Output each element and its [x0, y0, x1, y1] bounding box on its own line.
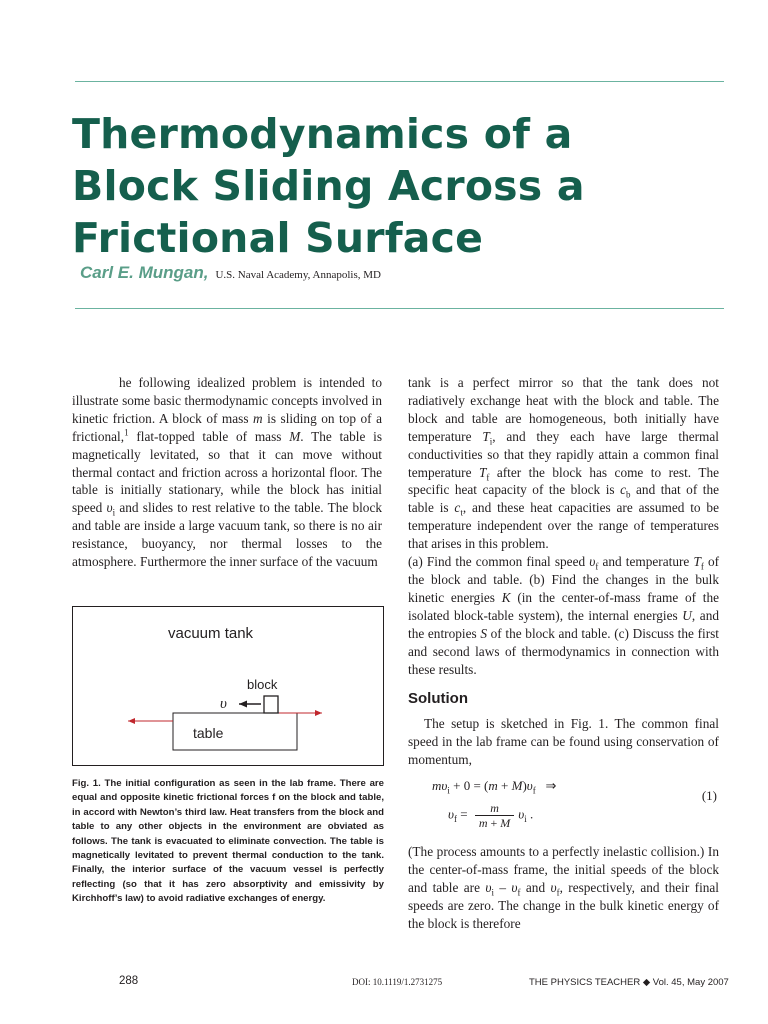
- table-label: table: [193, 725, 224, 741]
- figure-1: [72, 606, 384, 766]
- author-affiliation: U.S. Naval Academy, Annapolis, MD: [215, 269, 381, 281]
- title-line: Thermodynamics of a: [72, 110, 573, 158]
- problem-statement: (a) Find the common final speed $\upsilon_f$ and temperature $T_f$ of the block and table. (b) Find the changes in the bulk kinetic energies K (in the center-of-mass frame of the isolated block-table system), the internal energies U, and the entropies S of the block and table. (c) Discuss the first and second laws of thermodynamics in connection with these results.: [408, 554, 720, 677]
- equation-1: $m\upsilon_i + 0 = (m + M)\upsilon_f$ ⇒ $\upsilon_f$ = $\frac{m}{m + M}$ $\upsilon_i$ . (1): [432, 778, 717, 831]
- body-paragraph: he following idealized problem is intended to illustrate some basic thermodynamic concepts involved in kinetic friction. A block of mass m is sliding on top of a frictional,$^1$ flat-topped table of mass M. The table is magnetically levitated, so that it can move without thermal contact and friction across a horizontal floor. The table is initially stationary, while the block has initial speed $\upsilon_i$ and slides to rest relative to the table. The block and table are inside a large vacuum tank, so there is no air resistance, buoyancy, nor thermal losses to the atmosphere. Furthermore the inner surface of the vacuum: [72, 375, 383, 570]
- block-label: block: [247, 677, 278, 692]
- table-shape: [173, 713, 297, 750]
- velocity-label: υ: [220, 696, 227, 712]
- section-heading: Solution: [408, 690, 468, 708]
- journal-footer: THE PHYSICS TEACHER ◆ Vol. 45, May 2007: [529, 977, 729, 988]
- body-paragraph: tank is a perfect mirror so that the tank does not radiatively exchange heat with the block and table. The block and table are homogeneous, both initially have temperature $T_i$, and they each have large thermal conductivities so that they rapidly attain a common final temperature $T_f$ after the block has come to rest. The specific heat capacity of the block is $c_b$ and that of the table is $c_t$, and these heat capacities are assumed to be temperature independent over the range of temperatures that arises in this problem.: [408, 375, 720, 552]
- title-line: Block Sliding Across a: [72, 162, 585, 210]
- body-column-left: [72, 374, 382, 571]
- byline: [80, 263, 381, 283]
- top-rule: [75, 81, 724, 82]
- reference-marker: 1: [124, 427, 129, 438]
- equation-number: (1): [701, 788, 717, 804]
- author-name: Carl E. Mungan,: [80, 263, 209, 282]
- header-rule: [75, 308, 724, 309]
- article-title: [72, 108, 712, 264]
- block-shape: [264, 696, 278, 713]
- page-number: 288: [119, 975, 139, 987]
- vacuum-tank-label: vacuum tank: [168, 625, 254, 642]
- body-paragraph: The setup is sketched in Fig. 1. The common final speed in the lab frame can be found using conservation of momentum,: [408, 716, 719, 768]
- doi-text: DOI: 10.1119/1.2731275: [352, 977, 443, 987]
- title-line: Frictional Surface: [72, 214, 484, 262]
- figure-caption: Fig. 1. The initial configuration as seen in the lab frame. There are equal and opposite kinetic frictional forces f on the block and table, in accord with Newton’s third law. Heat transfers from the block and table to any other objects in the environment are obviated as follows. The tank is evacuated to eliminate convection. The table is magnetically levitated to prevent thermal conduction to the tank. Finally, the interior surface of the vacuum vessel is perfectly reflecting (so that it has zero absorptivity and emissivity by Kirchhoff’s law) to avoid radiative exchanges of energy.: [72, 778, 384, 905]
- body-paragraph: (The process amounts to a perfectly inelastic collision.) In the center-of-mass frame, the initial speeds of the block and table are $\upsilon_i - \upsilon_f$ and $\upsilon_f$, respectively, and their final speeds are zero. The change in the bulk kinetic energy of the block is therefore: [408, 844, 720, 931]
- body-column-right: [408, 374, 719, 933]
